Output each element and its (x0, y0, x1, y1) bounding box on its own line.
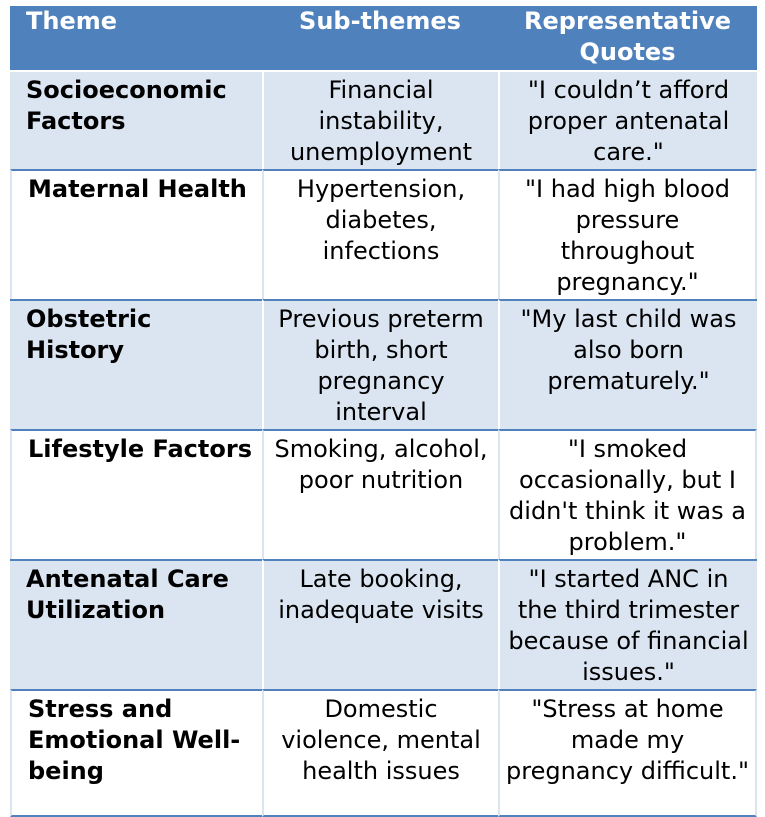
header-row (10, 0, 757, 70)
theme-cell: Socioeconomic Factors (10, 70, 262, 169)
quote-cell: "My last child was also born prematurely." (498, 299, 757, 429)
quote-cell: "Stress at home made my pregnancy difficult." (498, 689, 757, 817)
header-representative-quotes: Representative Quotes (498, 0, 757, 70)
sub-themes-cell: Hypertension, diabetes, infections (262, 169, 498, 299)
quote-cell: "I smoked occasionally, but I didn't think it was a problem." (498, 429, 757, 559)
theme-cell: Maternal Health (10, 169, 262, 299)
sub-themes-cell: Previous preterm birth, short pregnancy interval (262, 299, 498, 429)
sub-themes-cell: Domestic violence, mental health issues (262, 689, 498, 817)
table-row (10, 299, 757, 429)
quote-cell: "I had high blood pressure throughout pregnancy." (498, 169, 757, 299)
table-row (10, 429, 757, 559)
theme-cell: Lifestyle Factors (10, 429, 262, 559)
theme-cell: Antenatal Care Utilization (10, 559, 262, 689)
header-theme: Theme (10, 0, 262, 70)
table-body (10, 70, 757, 817)
sub-themes-cell: Smoking, alcohol, poor nutrition (262, 429, 498, 559)
table-row (10, 559, 757, 689)
table-row (10, 70, 757, 169)
sub-themes-cell: Financial instability, unemployment (262, 70, 498, 169)
table-row (10, 169, 757, 299)
theme-cell: Obstetric History (10, 299, 262, 429)
themes-table (10, 0, 757, 817)
sub-themes-cell: Late booking, inadequate visits (262, 559, 498, 689)
quote-cell: "I started ANC in the third trimester because of financial issues." (498, 559, 757, 689)
cropped-caption-area (0, 0, 765, 6)
table-header (10, 0, 757, 70)
theme-cell: Stress and Emotional Well-being (10, 689, 262, 817)
table-row (10, 689, 757, 817)
quote-cell: "I couldn’t afford proper antenatal care." (498, 70, 757, 169)
header-sub-themes: Sub-themes (262, 0, 498, 70)
